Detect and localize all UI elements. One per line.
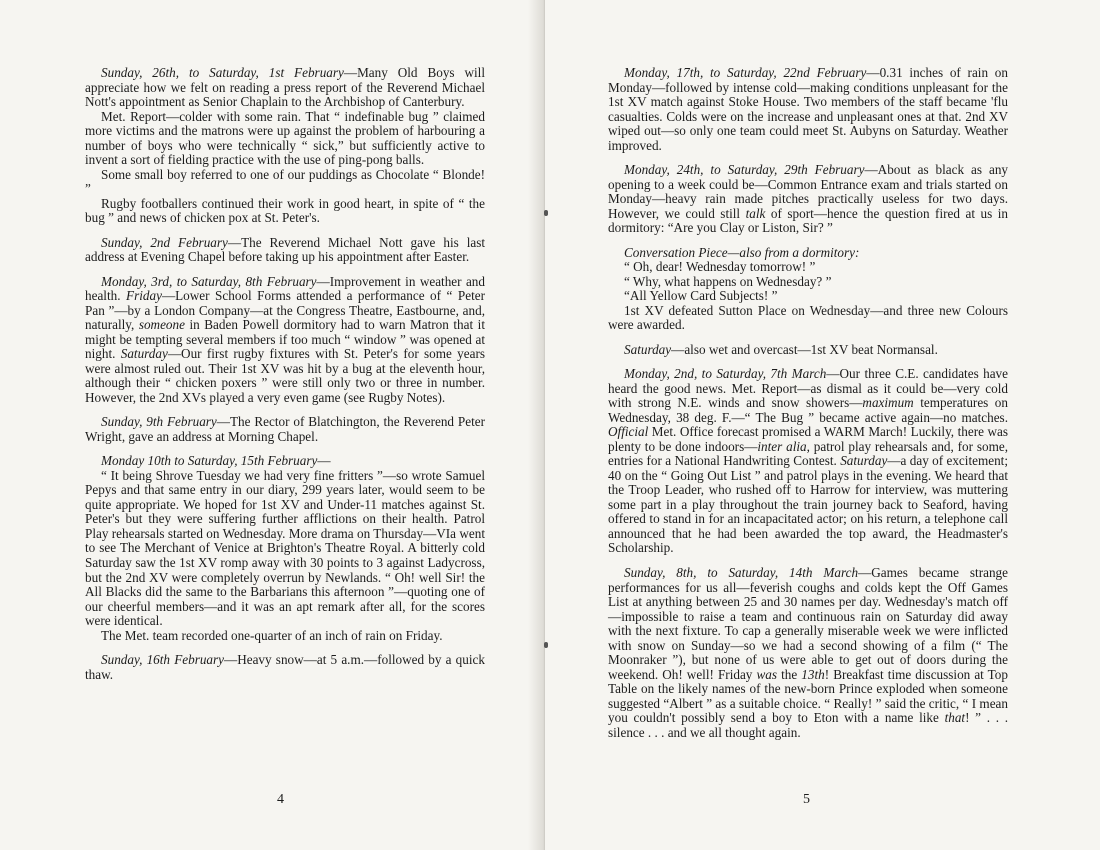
text-run: ! Breakfast time discussion at Top Table on the likely names of the new-born Prince exploded when someone suggested “Albert ” as a suitable choice. “ Really! ” said the critic, “ I mean you couldn't possibly send a boy to Eton with a name like bbox=[608, 666, 1008, 726]
paragraph bbox=[608, 66, 1008, 153]
text-run: Met. Office forecast promised a WARM March! Luckily, there was plenty to be done indoors— bbox=[608, 424, 1008, 454]
text-run: “All Yellow Card Subjects! ” bbox=[624, 288, 778, 304]
text-run: the bbox=[777, 666, 802, 682]
text-run: —a day of excitement; 40 on the “ Going Out List ” and patrol plays in the evening. We heard that the Troop Leader, who rushed off to Harrow for interview, was muttering some part in a play throughout the train journey back to Seaford, having offered to stand in for an incapacitated actor; on his return, a telephone call announced that he had been awarded the top award, the Headmaster's Scholarship. bbox=[608, 453, 1008, 556]
paragraph bbox=[85, 236, 485, 265]
text-run: Rugby footballers continued their work in good heart, in spite of “ the bug ” and news of chicken pox at St. Peter's. bbox=[85, 195, 485, 226]
right-page-text bbox=[608, 66, 1008, 750]
italic-text: 13th bbox=[801, 666, 825, 682]
text-run: ! ” . . . silence . . . and we all thought again. bbox=[608, 710, 1008, 740]
diary-entry bbox=[608, 66, 1008, 153]
italic-text: someone bbox=[138, 317, 185, 333]
paragraph bbox=[85, 66, 485, 110]
italic-text: Saturday bbox=[624, 341, 672, 357]
diary-entry bbox=[85, 66, 485, 226]
text-run: —The Reverend Michael Nott gave his last address at Evening Chapel before taking up his appointment after Easter. bbox=[85, 234, 486, 265]
text-run: The Met. team recorded one-quarter of an inch of rain on Friday. bbox=[101, 627, 443, 643]
italic-text: Sunday, 9th February bbox=[101, 414, 217, 430]
binding-mark bbox=[544, 210, 548, 216]
diary-entry bbox=[85, 236, 485, 265]
paragraph bbox=[85, 454, 485, 469]
italic-text: Conversation Piece—also from a dormitory: bbox=[624, 244, 860, 260]
right-page bbox=[545, 0, 1100, 850]
text-run: “ It being Shrove Tuesday we had very fine fritters ”—so wrote Samuel Pepys and that same entry in our diary, 299 years later, would seem to be quite appropriate. We hoped for 1st XV and Under-11 matches against St. Peter's but they were suffering further afflictions on their health. Patrol Play rehearsals started on Wednesday. More drama on Thursday—VIa went to see The Merchant of Venice at Brighton's Theatre Royal. A bitterly cold Saturday saw the 1st XV romp away with 30 points to 3 against Ladycross, but the 2nd XV were completely overrun by Newlands. “ Oh! well Sir! the All Blacks did the same to the Barbarians this afternoon ”—quoting one of our cheerful members—and it was an apt remark after all, for the scores were identical. bbox=[85, 467, 485, 629]
italic-text: Saturday bbox=[120, 346, 168, 362]
text-run: of sport—hence the question fired at us in dormitory: “Are you Clay or Liston, Sir? ” bbox=[608, 205, 1008, 236]
diary-entry bbox=[608, 566, 1008, 740]
paragraph bbox=[85, 469, 485, 629]
text-run: —Our three C.E. candidates have heard the good news. Met. Report—as dismal as it could be—very cold with strong N.E. winds and snow showers— bbox=[608, 366, 1008, 411]
text-run: —Many Old Boys will appreciate how we felt on reading a press report of the Reverend Michael Nott's appointment as Senior Chaplain to the Archbishop of Canterbury. bbox=[85, 65, 485, 110]
italic-text: Sunday, 16th February bbox=[101, 652, 225, 668]
italic-text: Official bbox=[608, 424, 649, 440]
paragraph bbox=[85, 197, 485, 226]
paragraph bbox=[608, 367, 1008, 556]
italic-text: Monday, 24th, to Saturday, 29th February bbox=[624, 162, 865, 178]
paragraph bbox=[85, 415, 485, 444]
text-run: —Our first rugby fixtures with St. Peter's for some years were almost ruled out. Their 1st XV was hit by a bug at the eleventh hour, although their “ chicken poxers ” were still only two or three in number. However, the 2nd XVs played a very even game (see Rugby Notes). bbox=[85, 346, 486, 405]
italic-text: Sunday, 8th, to Saturday, 14th March bbox=[624, 564, 859, 580]
diary-entry bbox=[608, 246, 1008, 333]
text-run: —also wet and overcast—1st XV beat Normansal. bbox=[671, 341, 938, 357]
italic-text: Monday 10th to Saturday, 15th February bbox=[101, 453, 318, 469]
text-run: —About as black as any opening to a week could be—Common Entrance exam and trials started on Monday—heavy rain made pitches practically useless for two days. However, we could still bbox=[608, 162, 1009, 221]
text-run: —The Rector of Blatchington, the Reverend Peter Wright, gave an address at Morning Chapel. bbox=[85, 414, 485, 444]
text-run: —Improvement in weather and health. bbox=[85, 273, 485, 304]
text-run: Some small boy referred to one of our puddings as Chocolate “ Blonde! ” bbox=[85, 166, 485, 197]
italic-text: talk bbox=[745, 205, 766, 221]
paragraph bbox=[608, 566, 1008, 740]
diary-entry bbox=[85, 415, 485, 444]
diary-entry bbox=[85, 653, 485, 682]
text-run: temperatures on Wednesday, 38 deg. F.—“ The Bug ” became active again—no matches. bbox=[608, 395, 1008, 425]
text-run: , patrol play rehearsals and, for some, entries for a National Handwriting Contest. bbox=[608, 438, 1008, 469]
italic-text: Sunday, 2nd February bbox=[101, 234, 228, 250]
text-run: “ Oh, dear! Wednesday tomorrow! ” bbox=[624, 259, 816, 275]
italic-text: Saturday bbox=[840, 453, 888, 469]
italic-text: Monday, 3rd, to Saturday, 8th February bbox=[101, 273, 317, 289]
diary-entry bbox=[608, 343, 1008, 358]
paragraph bbox=[85, 110, 485, 168]
paragraph bbox=[85, 629, 485, 644]
italic-text: inter alia bbox=[757, 438, 807, 454]
diary-entry bbox=[608, 163, 1008, 236]
paragraph bbox=[608, 289, 1008, 304]
text-run: 1st XV defeated Sutton Place on Wednesday—and three new Colours were awarded. bbox=[608, 302, 1008, 333]
text-run: —Heavy snow—at 5 a.m.—followed by a quick thaw. bbox=[85, 652, 485, 682]
left-page bbox=[0, 0, 545, 850]
diary-entry bbox=[85, 275, 485, 406]
text-run: — bbox=[317, 453, 331, 469]
text-run: Met. Report—colder with some rain. That “ indefinable bug ” claimed more victims and the matrons were up against the problem of harbouring a number of boys who were technically “ sick,” but sufficiently active to invent a sort of fielding practice with the use of ping-pong balls. bbox=[85, 108, 485, 168]
paragraph bbox=[608, 275, 1008, 290]
text-run: —Lower School Forms attended a performance of “ Peter Pan ”—by a London Company—at the Congress Theatre, Eastbourne, and, naturally, bbox=[85, 288, 485, 333]
left-page-number: 4 bbox=[277, 792, 284, 807]
diary-entry bbox=[85, 454, 485, 643]
left-page-text bbox=[85, 66, 485, 692]
paragraph bbox=[608, 163, 1008, 236]
italic-text: was bbox=[756, 666, 778, 682]
paragraph bbox=[608, 246, 1008, 261]
text-run: —0.31 inches of rain on Monday—followed by intense cold—making conditions unpleasant for the 1st XV match against Stoke House. Two members of the staff became 'flu casualties. Colds were on the increase and unpleasant ones at that. 2nd XV wiped out—so only one team could meet St. Aubyns on Saturday. Weather improved. bbox=[608, 65, 1008, 153]
italic-text: maximum bbox=[862, 395, 914, 411]
italic-text: Monday, 2nd, to Saturday, 7th March bbox=[624, 366, 827, 382]
text-run: in Baden Powell dormitory had to warn Matron that it might be tempting several members if too much “ window ” was opened at night. bbox=[85, 317, 485, 362]
italic-text: Monday, 17th, to Saturday, 22nd February bbox=[624, 65, 867, 80]
text-run: “ Why, what happens on Wednesday? ” bbox=[624, 273, 832, 289]
italic-text: that bbox=[944, 710, 966, 726]
paragraph bbox=[85, 653, 485, 682]
italic-text: Sunday, 26th, to Saturday, 1st February bbox=[101, 65, 344, 80]
paragraph bbox=[608, 260, 1008, 275]
paragraph bbox=[85, 275, 485, 406]
text-run: —Games became strange performances for us all—feverish coughs and colds kept the Off Games List at anything between 25 and 30 names per day. Wednesday's match off—impossible to raise a team and continuous rain on Saturday did away with the next fixture. To cap a generally miserable week we were inflicted with snow on Sunday—so we had a second showing of a film (“ The Moonraker ”), but none of us were able to get out of doors during the weekend. Oh! well! Friday bbox=[608, 564, 1008, 682]
paragraph bbox=[608, 343, 1008, 358]
paragraph bbox=[608, 304, 1008, 333]
binding-mark bbox=[544, 642, 548, 648]
paragraph bbox=[85, 168, 485, 197]
right-page-number: 5 bbox=[803, 792, 810, 807]
italic-text: Friday bbox=[126, 288, 162, 304]
diary-entry bbox=[608, 367, 1008, 556]
